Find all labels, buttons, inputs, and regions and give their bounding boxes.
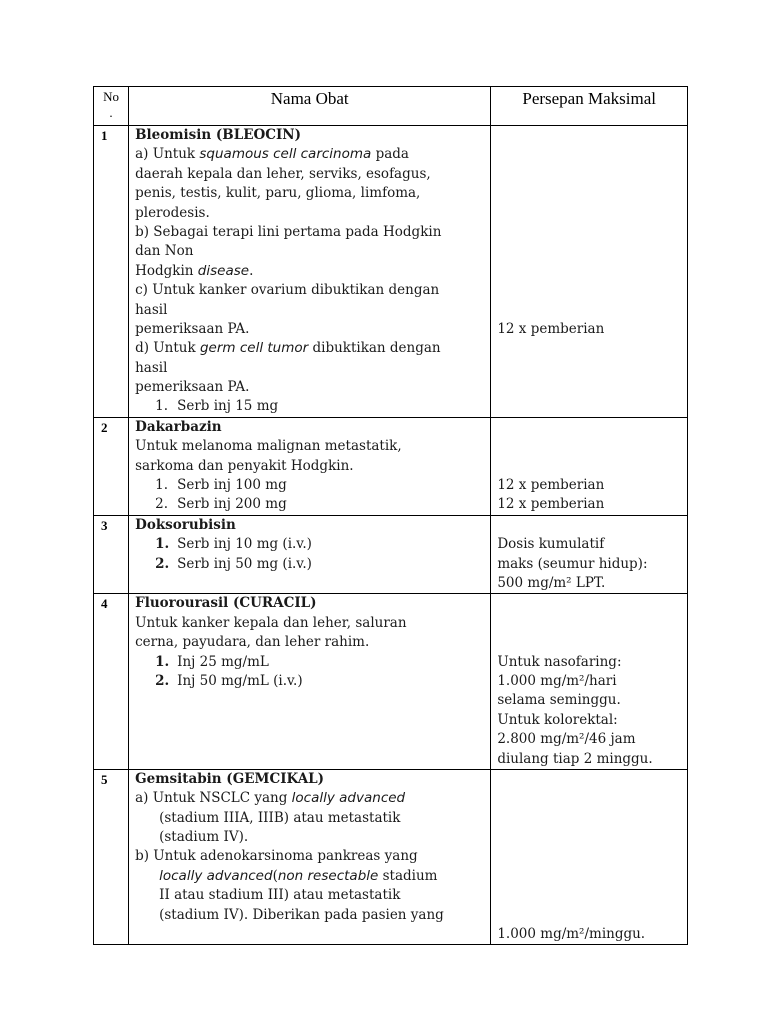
- max-prescription-line: [497, 847, 683, 866]
- max-prescription-cell: [491, 515, 688, 594]
- max-prescription-line: [497, 886, 683, 905]
- indication-line: [135, 339, 486, 358]
- max-prescription-line: [497, 457, 683, 476]
- line-text: hasil: [135, 359, 168, 376]
- table-row: [94, 417, 688, 515]
- indication-line: [135, 242, 486, 261]
- max-prescription-line: [497, 809, 683, 828]
- drug-title: Bleomisin (BLEOCIN): [135, 127, 302, 143]
- max-prescription-line: [497, 281, 683, 300]
- max-prescription-line: [497, 184, 683, 203]
- item-text: Inj 25 mg/mL: [177, 653, 269, 670]
- line-text: a) Untuk NSCLC yang: [135, 790, 292, 807]
- drug-name-cell: [129, 417, 491, 515]
- indication-line: [135, 809, 486, 828]
- indication-line: [135, 145, 486, 164]
- drug-name-cell: [129, 126, 491, 418]
- indication-line: [135, 378, 486, 397]
- max-prescription-cell: [491, 594, 688, 770]
- line-text: hasil: [135, 301, 168, 318]
- max-prescription-line: 1.000 mg/m²/minggu.: [497, 926, 646, 943]
- drug-title: Dakarbazin: [135, 418, 222, 435]
- header-no-label: No: [103, 89, 119, 104]
- indication-line: [135, 320, 486, 339]
- line-text: pemeriksaan PA.: [135, 320, 250, 337]
- indication-line: [135, 204, 486, 223]
- max-prescription-line: [497, 867, 683, 886]
- max-prescription-line: [497, 126, 683, 145]
- max-prescription-line: [497, 359, 683, 378]
- dosage-item: [135, 672, 486, 691]
- drug-name-cell: [129, 515, 491, 594]
- max-prescription-line: [497, 204, 683, 223]
- indication-line: [135, 633, 486, 652]
- row-number: 5: [94, 769, 129, 945]
- line-text: c) Untuk kanker ovarium dibuktikan dengan: [135, 282, 440, 299]
- drug-title: Gemsitabin (GEMCIKAL): [135, 770, 325, 787]
- line-text: Hodgkin: [135, 262, 198, 279]
- indication-line: [135, 828, 486, 847]
- dosage-item: [135, 476, 486, 495]
- max-prescription-line: [497, 397, 683, 416]
- line-text: II atau stadium III) atau metastatik: [159, 887, 401, 904]
- italic-term: non resectable: [277, 867, 379, 884]
- indication-line: [135, 906, 486, 925]
- item-text: Serb inj 100 mg: [177, 477, 287, 494]
- table-row: [94, 769, 688, 945]
- header-no: [94, 87, 129, 126]
- drug-table: [93, 86, 688, 945]
- max-prescription-line: 12 x pemberian: [497, 320, 605, 337]
- max-prescription-line: [497, 906, 683, 925]
- line-text: daerah kepala dan leher, serviks, esofagus,: [135, 165, 431, 182]
- header-no-dot: .: [109, 105, 113, 120]
- item-number: 2.: [155, 496, 168, 513]
- item-text: Serb inj 200 mg: [177, 496, 287, 513]
- line-text: sarkoma dan penyakit Hodgkin.: [135, 457, 354, 474]
- line-text: (stadium IV).: [159, 829, 249, 846]
- max-prescription-line: [497, 828, 683, 847]
- max-prescription-line: [497, 614, 683, 633]
- indication-line: [135, 886, 486, 905]
- item-number: 1.: [155, 398, 168, 415]
- item-text: Inj 50 mg/mL (i.v.): [177, 672, 303, 689]
- max-prescription-cell: [491, 126, 688, 418]
- item-text: Serb inj 15 mg: [177, 398, 279, 415]
- line-text: b) Sebagai terapi lini pertama pada Hodgkin: [135, 223, 442, 240]
- max-prescription-line: 12 x pemberian: [497, 477, 605, 494]
- item-number: 2.: [155, 555, 170, 572]
- line-text: penis, testis, kulit, paru, glioma, limfoma,: [135, 185, 421, 202]
- line-text: .: [249, 262, 254, 279]
- max-prescription-line: Untuk nasofaring:: [497, 653, 622, 670]
- table-row: [94, 594, 688, 770]
- line-text: Untuk melanoma malignan metastatik,: [135, 438, 402, 455]
- row-number: 4: [94, 594, 129, 770]
- dosage-item: [135, 495, 486, 514]
- indication-line: [135, 223, 486, 242]
- indication-line: [135, 359, 486, 378]
- dosage-item: [135, 555, 486, 574]
- indication-line: [135, 184, 486, 203]
- item-number: 1.: [155, 653, 170, 670]
- indication-line: [135, 457, 486, 476]
- line-text: a) Untuk: [135, 146, 200, 163]
- line-text: Untuk kanker kepala dan leher, saluran: [135, 614, 407, 631]
- max-prescription-line: 12 x pemberian: [497, 496, 605, 513]
- row-number: 2: [94, 417, 129, 515]
- max-prescription-line: 500 mg/m² LPT.: [497, 574, 606, 591]
- max-prescription-line: [497, 594, 683, 613]
- max-prescription-line: [497, 242, 683, 261]
- header-row: [94, 87, 688, 126]
- indication-line: [135, 614, 486, 633]
- indication-line: [135, 281, 486, 300]
- line-text: b) Untuk adenokarsinoma pankreas yang: [135, 848, 418, 865]
- max-prescription-line: Dosis kumulatif: [497, 536, 605, 553]
- line-text: dan Non: [135, 243, 194, 260]
- dosage-item: [135, 653, 486, 672]
- drug-name-cell: [129, 594, 491, 770]
- max-prescription-line: selama seminggu.: [497, 692, 621, 709]
- max-prescription-line: [497, 633, 683, 652]
- line-text: pada: [371, 146, 409, 163]
- max-prescription-line: diulang tiap 2 minggu.: [497, 750, 653, 767]
- max-prescription-line: [497, 339, 683, 358]
- max-prescription-line: [497, 789, 683, 808]
- item-number: 2.: [155, 672, 170, 689]
- indication-line: [135, 437, 486, 456]
- table-row: [94, 515, 688, 594]
- max-prescription-cell: [491, 417, 688, 515]
- max-prescription-line: maks (seumur hidup):: [497, 555, 648, 572]
- indication-line: [135, 301, 486, 320]
- item-number: 1.: [155, 536, 170, 553]
- line-text: (: [272, 867, 278, 884]
- max-prescription-line: [497, 262, 683, 281]
- max-prescription-line: [497, 418, 683, 437]
- max-prescription-line: [497, 378, 683, 397]
- line-text: d) Untuk: [135, 340, 200, 357]
- indication-line: [135, 262, 486, 281]
- line-text: dibuktikan dengan: [308, 340, 441, 357]
- dosage-item: [135, 397, 486, 416]
- header-name: Nama Obat: [129, 87, 491, 126]
- dosage-item: [135, 535, 486, 554]
- line-text: (stadium IV). Diberikan pada pasien yang: [159, 906, 444, 923]
- max-prescription-line: [497, 516, 683, 535]
- drug-title: Doksorubisin: [135, 516, 236, 533]
- drug-title: Fluorourasil (CURACIL): [135, 595, 317, 612]
- italic-term: locally advanced: [159, 867, 273, 884]
- line-text: cerna, payudara, dan leher rahim.: [135, 634, 370, 651]
- line-text: stadium: [378, 867, 438, 884]
- indication-line: [135, 867, 486, 886]
- italic-term: squamous cell carcinoma: [199, 146, 372, 163]
- max-prescription-line: [497, 223, 683, 242]
- table-row: [94, 126, 688, 418]
- indication-line: [135, 789, 486, 808]
- item-text: Serb inj 10 mg (i.v.): [177, 536, 312, 553]
- header-max: Persepan Maksimal: [491, 87, 688, 126]
- max-prescription-line: [497, 770, 683, 789]
- item-text: Serb inj 50 mg (i.v.): [177, 555, 312, 572]
- drug-name-cell: [129, 769, 491, 945]
- max-prescription-line: [497, 301, 683, 320]
- max-prescription-line: 1.000 mg/m²/hari: [497, 672, 617, 689]
- max-prescription-line: Untuk kolorektal:: [497, 711, 618, 728]
- indication-line: [135, 165, 486, 184]
- italic-term: disease: [197, 262, 250, 279]
- item-number: 1.: [155, 477, 168, 494]
- italic-term: germ cell tumor: [199, 340, 309, 357]
- max-prescription-line: 2.800 mg/m²/46 jam: [497, 731, 636, 748]
- line-text: (stadium IIIA, IIIB) atau metastatik: [159, 809, 401, 826]
- max-prescription-line: [497, 145, 683, 164]
- line-text: pemeriksaan PA.: [135, 379, 250, 396]
- max-prescription-line: [497, 165, 683, 184]
- italic-term: locally advanced: [291, 790, 406, 807]
- indication-line: [135, 847, 486, 866]
- max-prescription-line: [497, 437, 683, 456]
- row-number: 3: [94, 515, 129, 594]
- max-prescription-cell: [491, 769, 688, 945]
- row-number: 1: [94, 126, 129, 418]
- line-text: plerodesis.: [135, 204, 210, 221]
